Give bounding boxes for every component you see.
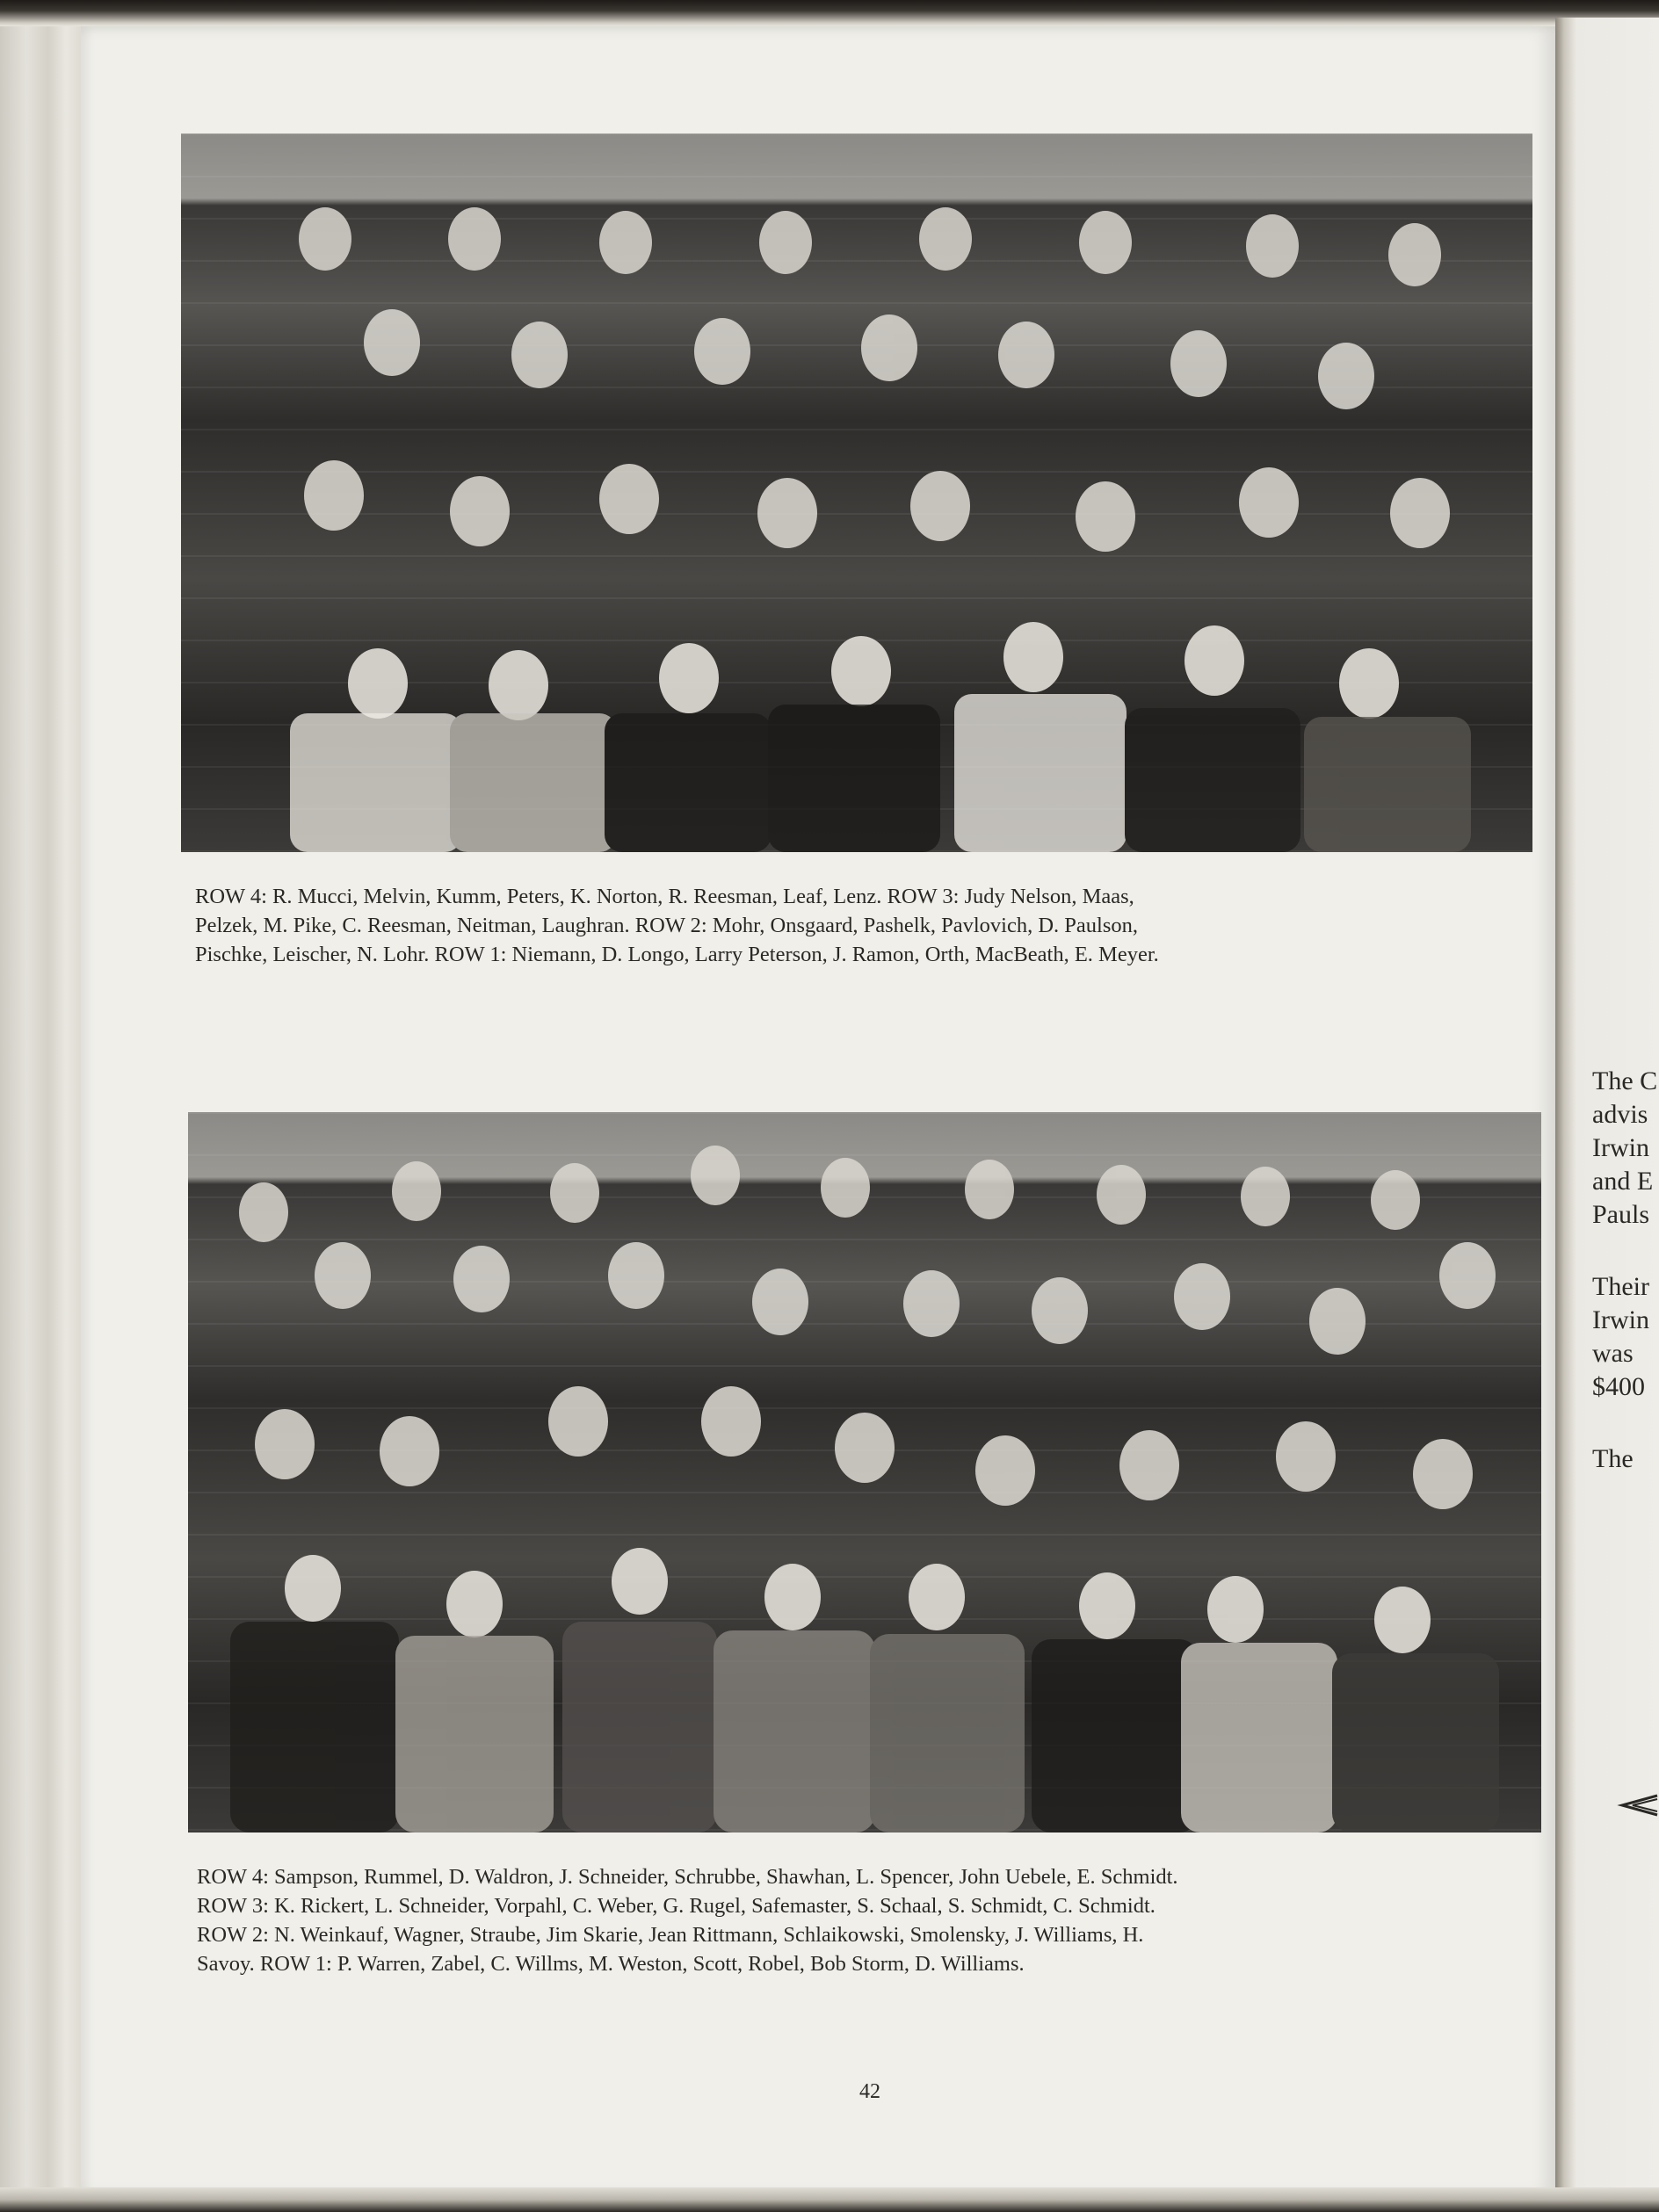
caption-line: ROW 3: K. Rickert, L. Schneider, Vorpahl, C. Weber, G. Rugel, Safemaster, S. Schaal, S. Schmidt, C. Schmidt. (197, 1894, 1156, 1918)
facing-page-text-b (1592, 1270, 1659, 1404)
facing-line: Pauls (1592, 1200, 1650, 1229)
caption-line: ROW 4: Sampson, Rummel, D. Waldron, J. Schneider, Schrubbe, Shawhan, L. Spencer, John Uebele, E. Schmidt. (197, 1865, 1178, 1889)
caption-line: Pischke, Leischer, N. Lohr. ROW 1: Niemann, D. Longo, Larry Peterson, J. Ramon, Orth, MacBeath, E. Meyer. (195, 943, 1159, 966)
facing-line: Their (1592, 1272, 1649, 1301)
book-spine-edge (0, 0, 81, 2212)
caption-line: Savoy. ROW 1: P. Warren, Zabel, C. Willms, M. Weston, Scott, Robel, Bob Storm, D. Williams. (197, 1952, 1025, 1976)
caption-line: ROW 2: N. Weinkauf, Wagner, Straube, Jim Skarie, Jean Rittmann, Schlaikowski, Smolensky, J. Williams, H. (197, 1923, 1144, 1947)
facing-line: $400 (1592, 1372, 1645, 1401)
facing-page-text-c (1592, 1442, 1659, 1476)
caption-line: ROW 4: R. Mucci, Melvin, Kumm, Peters, K. Norton, R. Reesman, Leaf, Lenz. ROW 3: Judy Nelson, Maas, (195, 885, 1134, 908)
bottom-group-photo (188, 1112, 1541, 1832)
bottom-photo-caption (197, 1862, 1178, 1978)
top-photo-caption (195, 882, 1159, 969)
arrow-left-icon (1613, 1792, 1659, 1818)
bottom-group-figures (188, 1112, 1541, 1832)
facing-line: was (1592, 1339, 1634, 1368)
facing-page-text-a (1592, 1065, 1659, 1232)
scan-bottom-edge (0, 2187, 1659, 2212)
top-group-photo (181, 134, 1532, 852)
top-group-figures (181, 134, 1532, 852)
caption-line: Pelzek, M. Pike, C. Reesman, Neitman, Laughran. ROW 2: Mohr, Onsgaard, Pashelk, Pavlovich, D. Paulson, (195, 914, 1139, 937)
facing-line: advis (1592, 1100, 1648, 1129)
facing-line: The (1592, 1444, 1634, 1473)
scan-top-edge (0, 0, 1659, 26)
facing-line: and E (1592, 1167, 1654, 1196)
facing-line: Irwin (1592, 1305, 1649, 1334)
facing-line: The C (1592, 1066, 1658, 1095)
facing-line: Irwin (1592, 1133, 1649, 1162)
page-number: 42 (859, 2080, 880, 2103)
